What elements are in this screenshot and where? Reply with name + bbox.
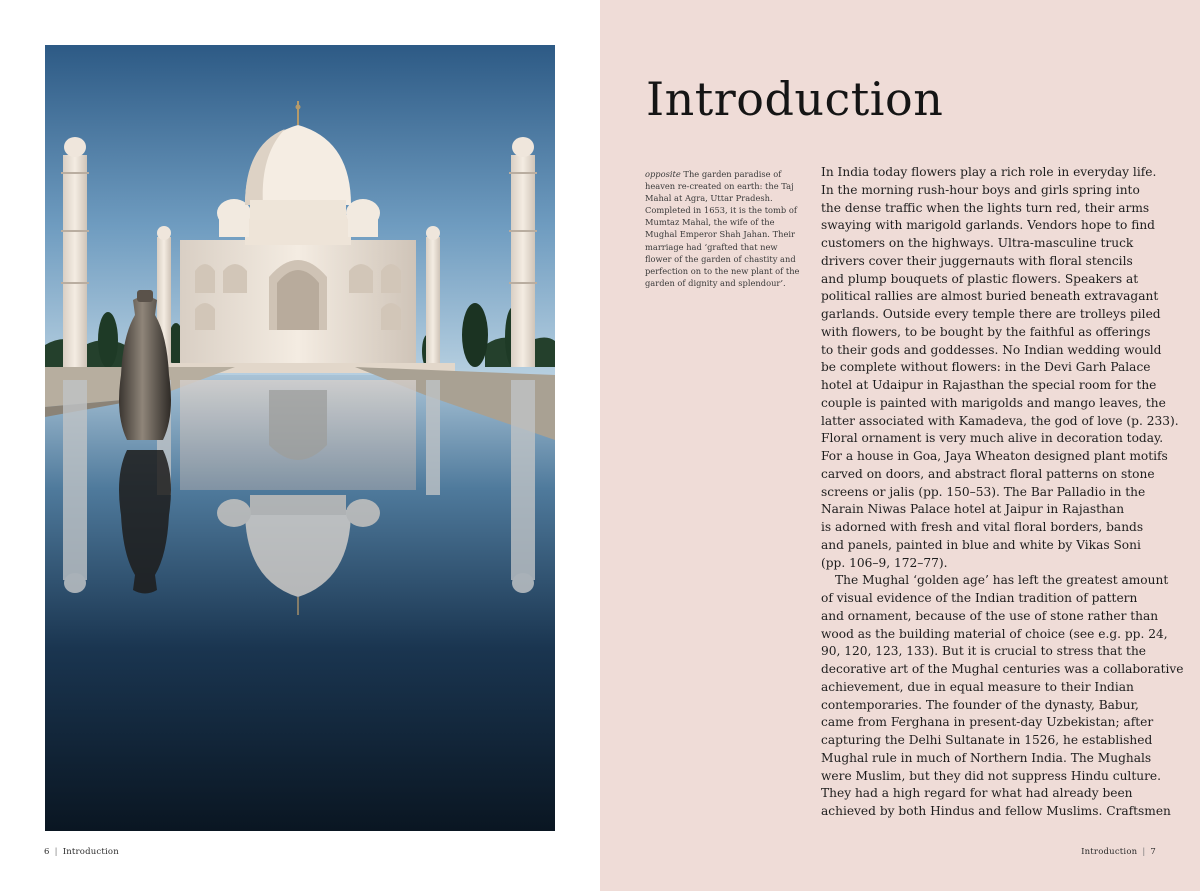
taj-mahal-photo: [45, 45, 555, 831]
body-line: The Mughal ‘golden age’ has left the greatest amount: [835, 573, 1169, 588]
body-line: were Muslim, but they did not suppress Hindu culture.: [821, 768, 1161, 783]
body-line: Narain Niwas Palace hotel at Jaipur in Rajasthan: [821, 502, 1125, 517]
body-line: and panels, painted in blue and white by Vikas Soni: [821, 537, 1141, 552]
body-line: and plump bouquets of plastic flowers. Speakers at: [821, 271, 1139, 286]
body-line: the dense traffic when the lights turn red, their arms: [821, 200, 1150, 215]
left-folio: [44, 847, 119, 857]
folio-divider: |: [1142, 847, 1146, 857]
body-line: garlands. Outside every temple there are trolleys piled: [821, 307, 1161, 321]
folio-divider: |: [54, 847, 58, 857]
body-line: swaying with marigold garlands. Vendors hope to find: [821, 218, 1155, 233]
body-line: Mughal rule in much of Northern India. The Mughals: [821, 750, 1152, 765]
body-line: drivers cover their juggernauts with floral stencils: [821, 253, 1133, 268]
body-line: be complete without flowers: in the Devi Garh Palace: [821, 360, 1151, 375]
body-line: Floral ornament is very much alive in decoration today.: [821, 431, 1164, 446]
body-line: (pp. 106–9, 172–77).: [821, 555, 948, 570]
right-running-head: Introduction: [1081, 847, 1138, 857]
body-line: couple is painted with marigolds and mango leaves, the: [821, 395, 1166, 410]
page-title: Introduction: [646, 72, 944, 126]
right-page-number: 7: [1150, 847, 1156, 857]
body-line: political rallies are almost buried beneath extravagant: [821, 289, 1159, 304]
body-line: In the morning rush-hour boys and girls spring into: [821, 182, 1140, 197]
body-line: achievement, due in equal measure to their Indian: [821, 679, 1134, 694]
right-folio: [1081, 847, 1156, 857]
caption-text: The garden paradise of heaven re-created on earth: the Taj Mahal at Agra, Uttar Pradesh. Completed in 1653, it is the tomb of Mumtaz Mahal, the wife of the Mughal Emperor Shah Jahan. Their marriage had ‘grafted that new flower of the garden of chastity and perfection on to the new plant of the garden of dignity and splendour’.: [645, 169, 800, 288]
body-line: achieved by both Hindus and fellow Muslims. Craftsmen: [821, 804, 1171, 818]
body-line: is adorned with fresh and vital floral borders, bands: [821, 520, 1144, 534]
body-line: 90, 120, 123, 133). But it is crucial to stress that the: [821, 644, 1147, 659]
body-line: with flowers, to be bought by the faithful as offerings: [821, 324, 1151, 339]
body-line: In India today flowers play a rich role in everyday life.: [821, 165, 1157, 179]
body-line: carved on doors, and abstract floral patterns on stone: [821, 466, 1155, 481]
body-line: For a house in Goa, Jaya Wheaton designed plant motifs: [821, 449, 1168, 463]
body-line: customers on the highways. Ultra-masculine truck: [821, 236, 1134, 250]
body-line: contemporaries. The founder of the dynasty, Babur,: [821, 697, 1139, 712]
body-line: screens or jalis (pp. 150–53). The Bar Palladio in the: [821, 484, 1146, 499]
body-line: hotel at Udaipur in Rajasthan the special room for the: [821, 378, 1157, 392]
body-line: and ornament, because of the use of stone rather than: [821, 608, 1159, 623]
body-line: wood as the building material of choice (see e.g. pp. 24,: [821, 626, 1168, 641]
photo-caption: [645, 168, 800, 289]
left-page-number: 6: [44, 847, 50, 857]
caption-lead: opposite: [645, 169, 681, 179]
left-running-head: Introduction: [62, 847, 119, 857]
body-line: to their gods and goddesses. No Indian wedding would: [821, 342, 1162, 357]
body-line: came from Ferghana in present-day Uzbekistan; after: [821, 715, 1154, 730]
body-line: decorative art of the Mughal centuries was a collaborative: [821, 662, 1184, 676]
body-line: latter associated with Kamadeva, the god of love (p. 233).: [821, 413, 1179, 428]
body-line: of visual evidence of the Indian tradition of pattern: [821, 591, 1138, 605]
body-line: They had a high regard for what had already been: [821, 786, 1133, 801]
body-text: [821, 164, 1184, 821]
body-line: capturing the Delhi Sultanate in 1526, he established: [821, 733, 1153, 747]
